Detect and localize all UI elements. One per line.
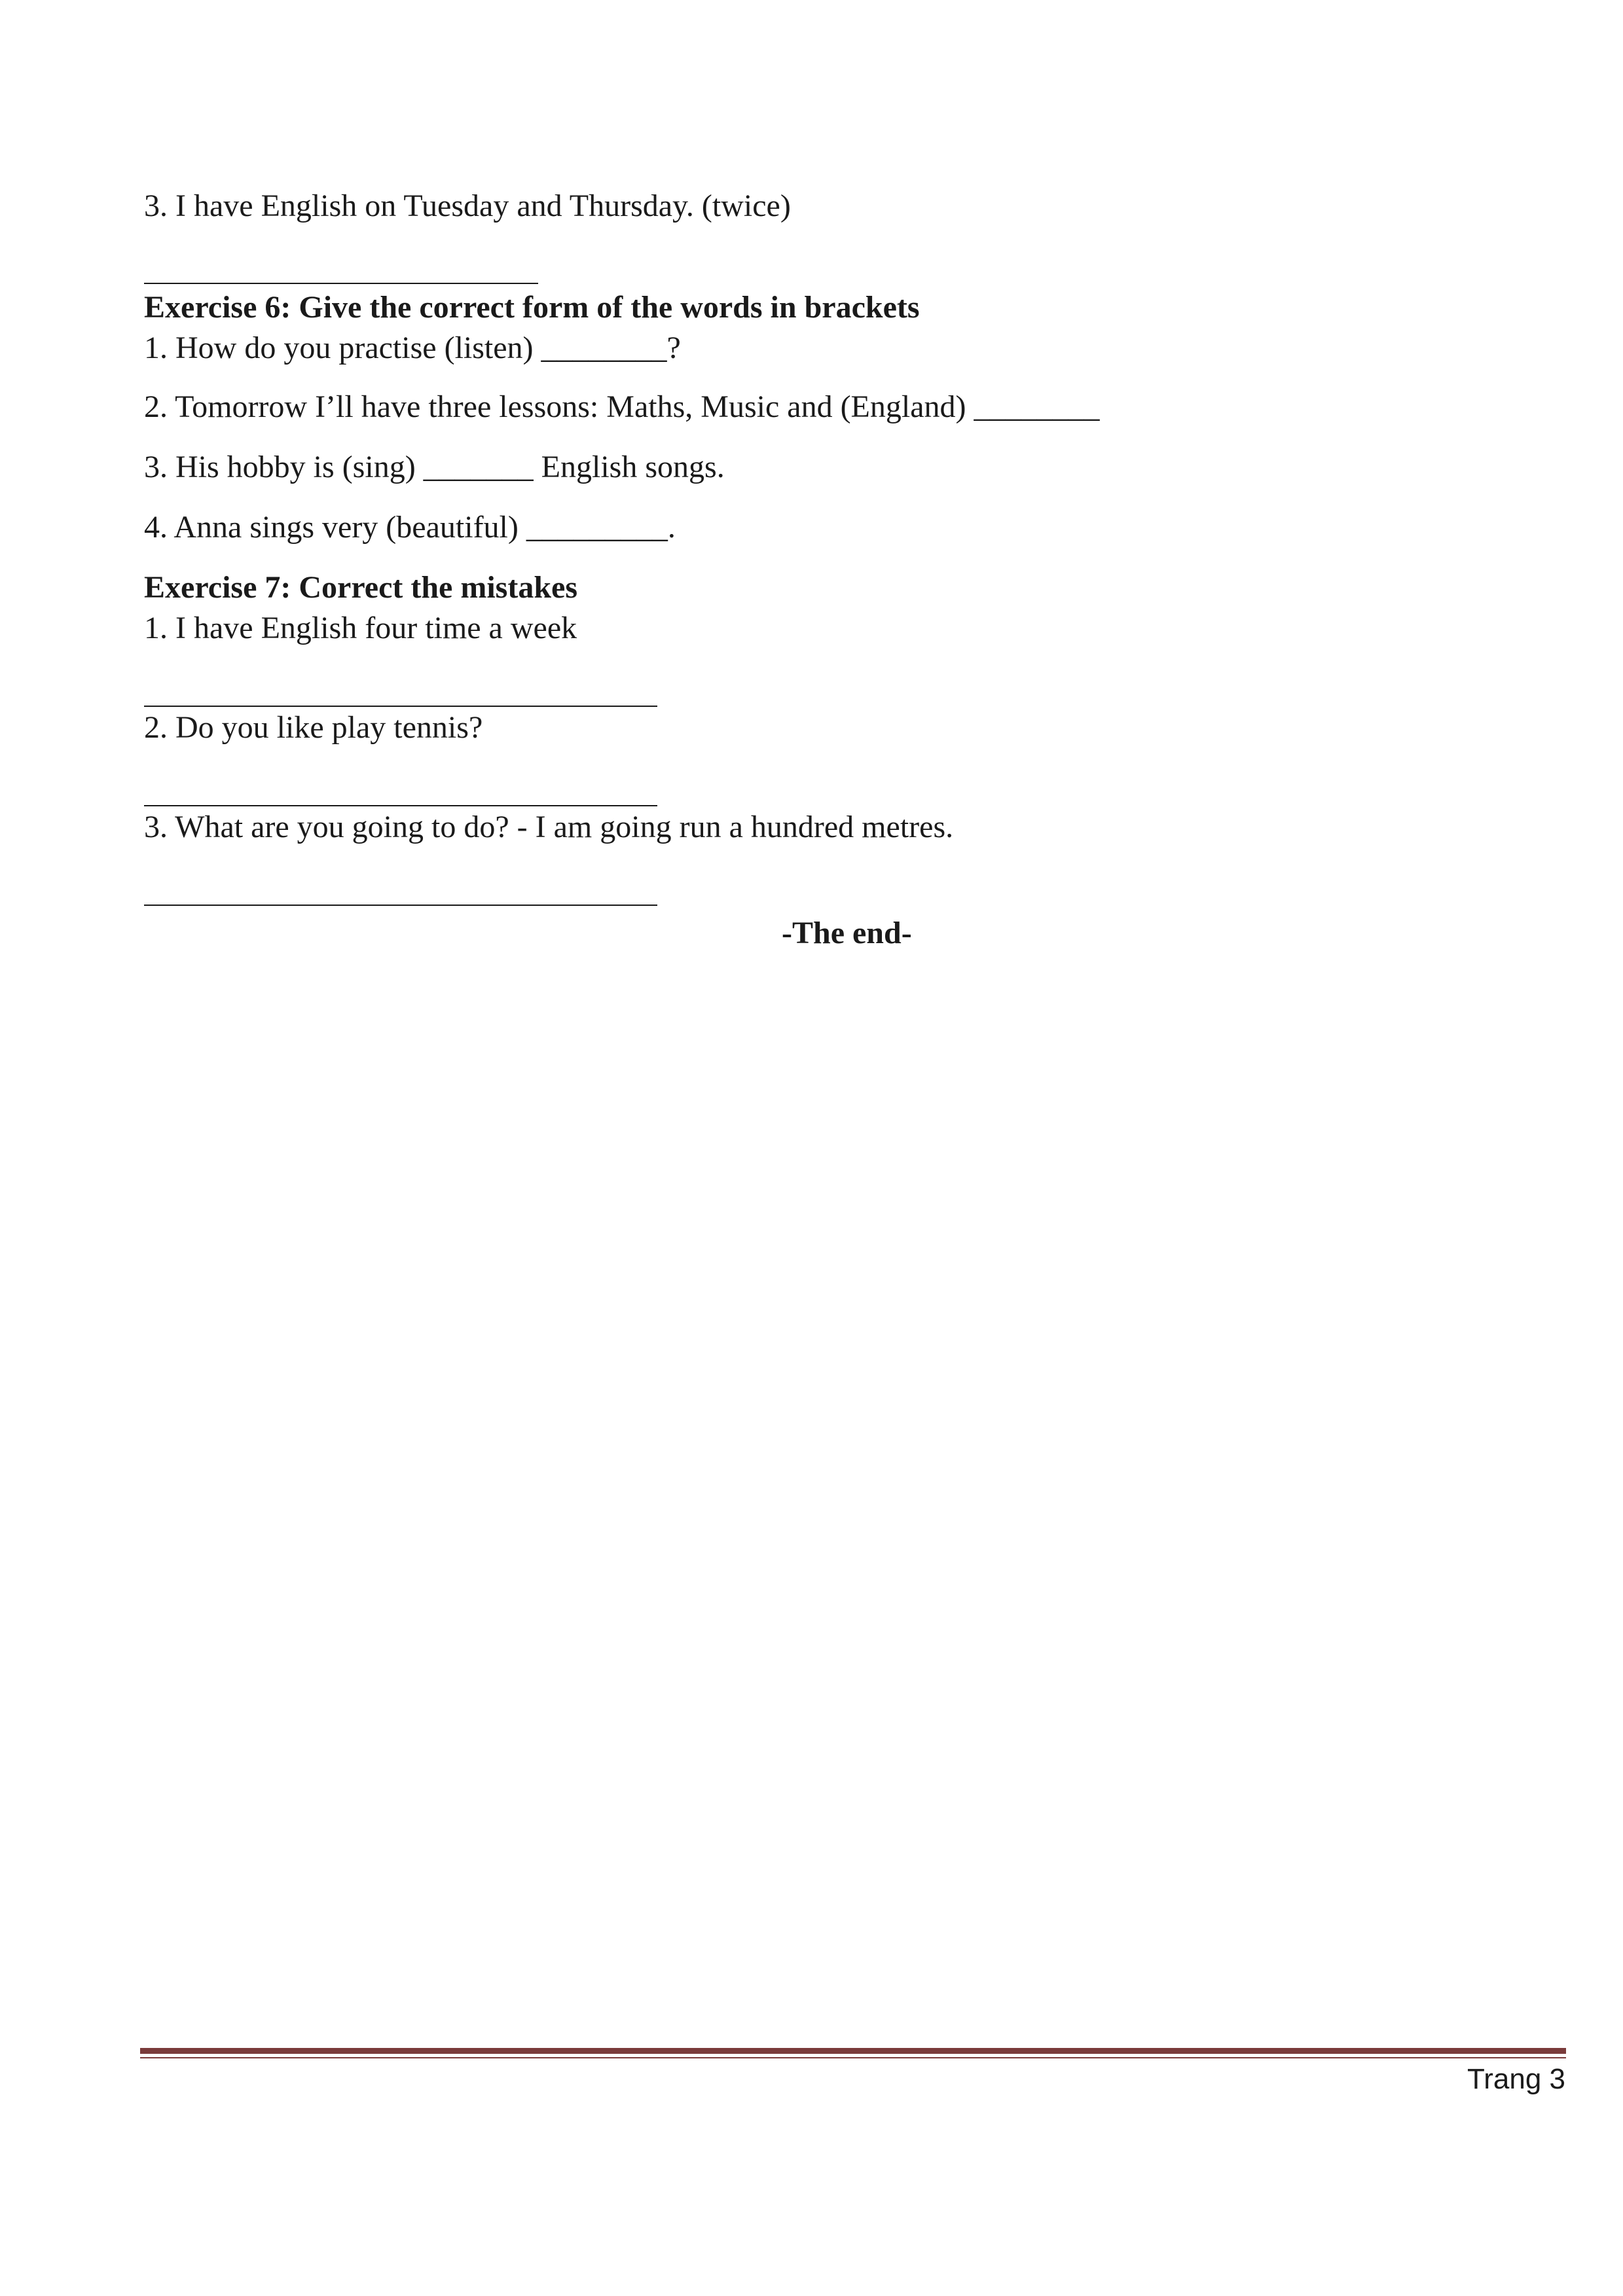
answer-line-ex7-3: [144, 905, 657, 906]
exercise-6-item-1: 1. How do you practise (listen) ________?: [144, 331, 681, 365]
exercise-7-item-1: 1. I have English four time a week: [144, 611, 577, 645]
exercise-7-heading: Exercise 7: Correct the mistakes: [144, 570, 578, 605]
answer-line-prev-3: [144, 283, 538, 284]
footer-rule-thin: [140, 2057, 1566, 2058]
exercise-6-item-3: 3. His hobby is (sing) _______ English songs.: [144, 450, 725, 484]
footer-rule-thick: [140, 2048, 1566, 2054]
page-number: Trang 3: [1467, 2063, 1565, 2095]
exercise-6-item-4: 4. Anna sings very (beautiful) _________.: [144, 510, 676, 545]
exercise-7-item-3: 3. What are you going to do? - I am going run a hundred metres.: [144, 810, 954, 844]
exercise-6-item-2: 2. Tomorrow I’ll have three lessons: Maths, Music and (England) ________: [144, 389, 1100, 424]
exercise-6-heading: Exercise 6: Give the correct form of the words in brackets: [144, 290, 920, 325]
the-end-text: -The end-: [782, 916, 912, 950]
exercise-7-item-2: 2. Do you like play tennis?: [144, 710, 483, 745]
answer-line-ex7-1: [144, 706, 657, 707]
answer-line-ex7-2: [144, 805, 657, 806]
prev-exercise-item-3: 3. I have English on Tuesday and Thursday. (twice): [144, 188, 791, 223]
